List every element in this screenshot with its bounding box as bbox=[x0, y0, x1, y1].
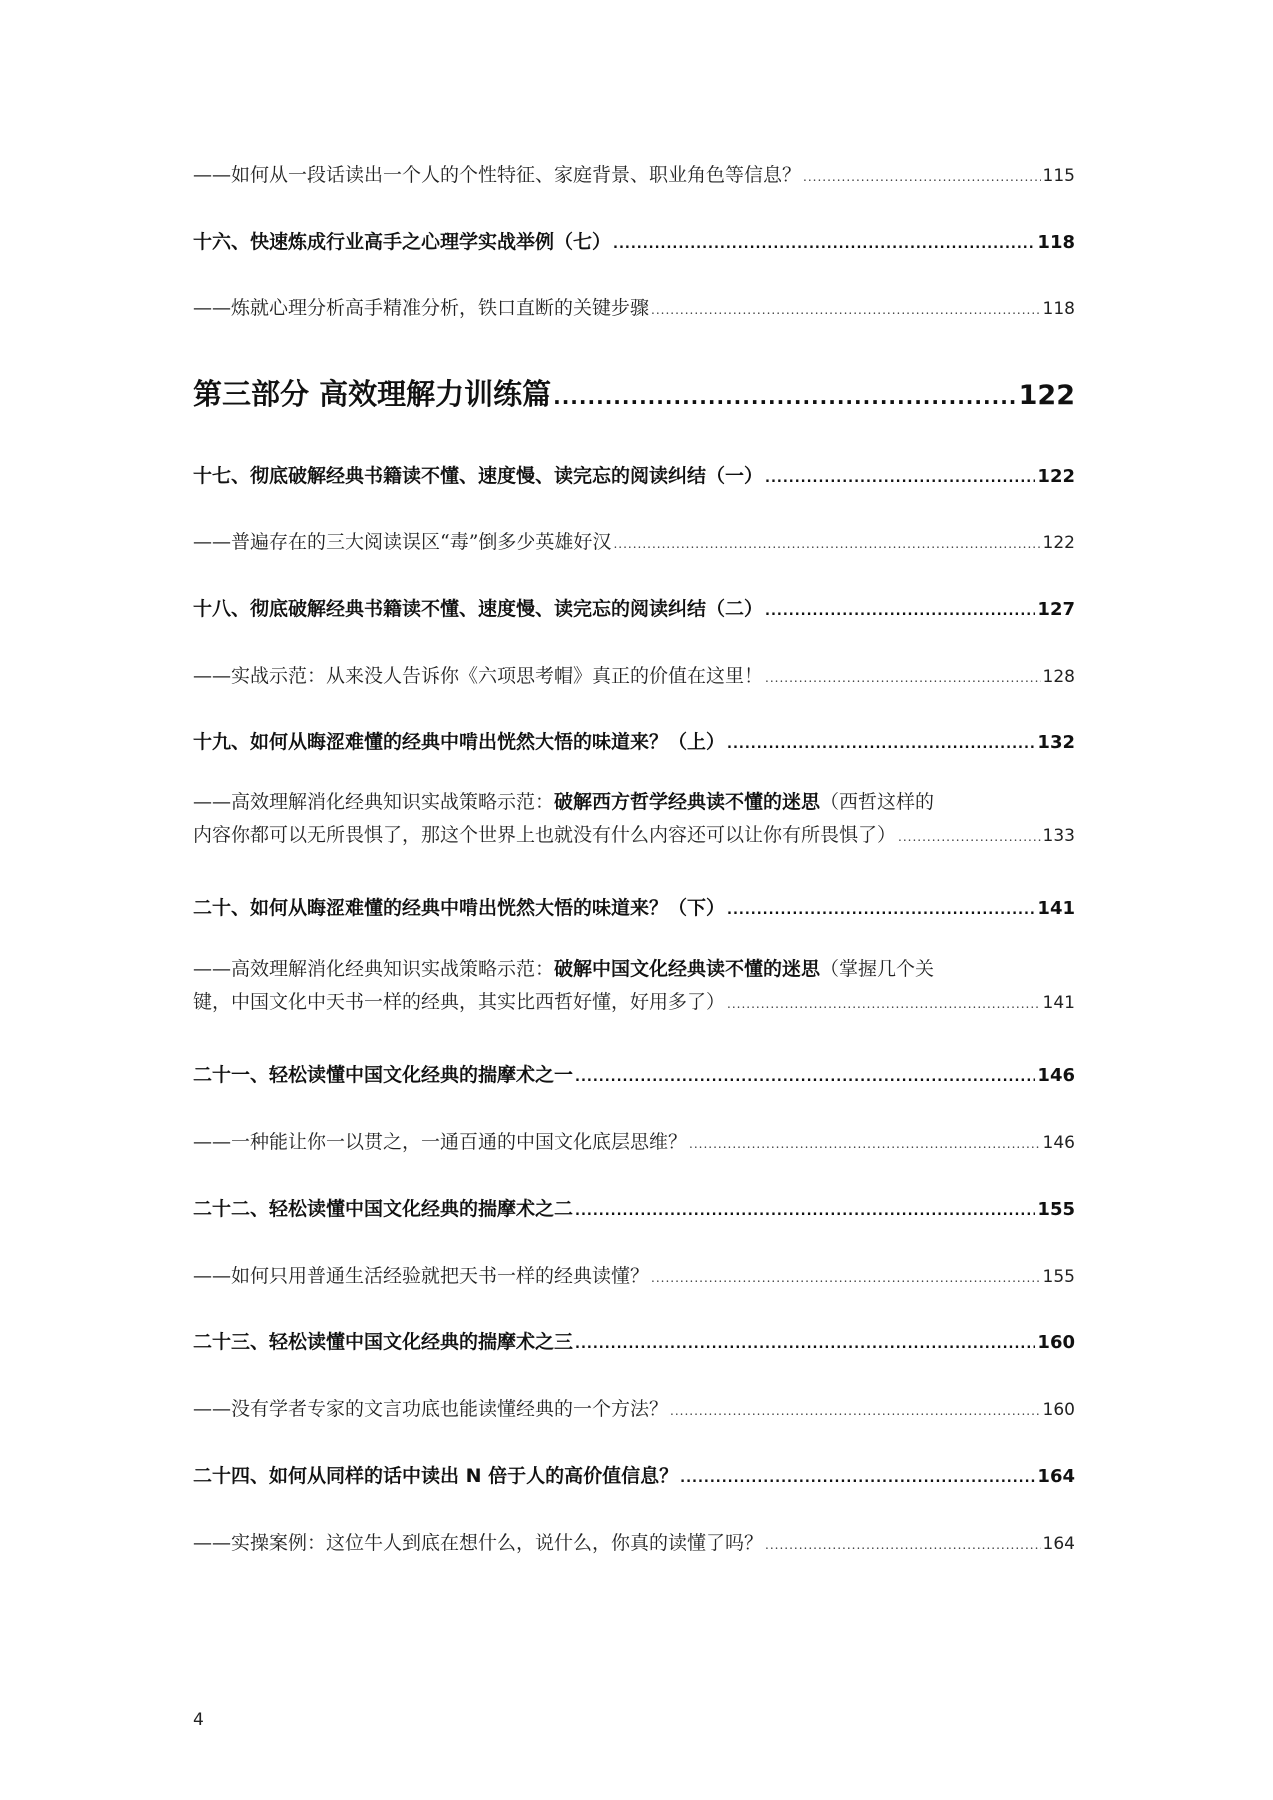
toc-entry[interactable] bbox=[193, 1394, 1075, 1421]
toc-entry[interactable] bbox=[193, 594, 1075, 621]
toc-entry-multiline[interactable] bbox=[193, 785, 1075, 853]
toc-entry[interactable] bbox=[193, 1528, 1075, 1555]
dot-leader bbox=[575, 1337, 1035, 1352]
page-number: 4 bbox=[193, 1710, 204, 1730]
toc-entry[interactable] bbox=[193, 1127, 1075, 1154]
toc-entry[interactable] bbox=[193, 893, 1075, 920]
toc-entry-page: 141 bbox=[1037, 898, 1075, 919]
toc-entry-title: 二十三、轻松读懂中国文化经典的揣摩术之三 bbox=[193, 1331, 574, 1353]
toc-entry-title: ——实战示范：从来没人告诉你《六项思考帽》真正的价值在这里！ bbox=[193, 665, 764, 687]
dot-leader bbox=[613, 537, 1040, 551]
dot-leader bbox=[553, 385, 1017, 409]
dot-leader bbox=[765, 471, 1035, 486]
toc-entry-page: 155 bbox=[1042, 1267, 1075, 1287]
toc-entry-title: 十八、彻底破解经典书籍读不懂、速度慢、读完忘的阅读纠结（二） bbox=[193, 598, 764, 620]
dot-leader bbox=[727, 737, 1035, 752]
toc-entry-title: 二十一、轻松读懂中国文化经典的揣摩术之一 bbox=[193, 1064, 574, 1086]
toc-entry-title: 二十、如何从晦涩难懂的经典中啃出恍然大悟的味道来？（下） bbox=[193, 897, 726, 919]
toc-entry-page: 122 bbox=[1018, 380, 1075, 411]
toc-entry[interactable] bbox=[193, 1327, 1075, 1354]
dot-leader bbox=[765, 1538, 1041, 1552]
toc-entry[interactable] bbox=[193, 1461, 1075, 1488]
toc-entry-page: 127 bbox=[1037, 599, 1075, 620]
toc-entry-page: 146 bbox=[1037, 1065, 1075, 1086]
dot-leader bbox=[575, 1070, 1035, 1085]
dot-leader bbox=[670, 1404, 1041, 1418]
toc-entry-emphasis: 破解西方哲学经典读不懂的迷思 bbox=[554, 791, 821, 813]
toc-entry-title: ——实操案例：这位牛人到底在想什么，说什么，你真的读懂了吗？ bbox=[193, 1532, 764, 1554]
toc-entry[interactable] bbox=[193, 1261, 1075, 1288]
toc-entry[interactable] bbox=[193, 227, 1075, 254]
toc-entry-page: 133 bbox=[1042, 826, 1075, 846]
toc-entry[interactable] bbox=[193, 372, 1075, 413]
dot-leader bbox=[898, 821, 1041, 853]
dot-leader bbox=[727, 903, 1035, 918]
toc-entry-page: 122 bbox=[1042, 533, 1075, 553]
toc-entry-page: 160 bbox=[1042, 1400, 1075, 1420]
toc-entry[interactable] bbox=[193, 1060, 1075, 1087]
toc-entry-title: 十九、如何从晦涩难懂的经典中啃出恍然大悟的味道来？（上） bbox=[193, 731, 726, 753]
toc-entry-title: ——如何从一段话读出一个人的个性特征、家庭背景、职业角色等信息？ bbox=[193, 164, 802, 186]
toc-entry-page: 155 bbox=[1037, 1199, 1075, 1220]
toc-entry-page: 146 bbox=[1042, 1133, 1075, 1153]
toc-entry-page: 128 bbox=[1042, 667, 1075, 687]
toc-entry-page: 118 bbox=[1042, 299, 1075, 319]
toc-entry-line1: ——高效理解消化经典知识实战策略示范：破解西方哲学经典读不懂的迷思（西哲这样的 bbox=[193, 791, 935, 813]
toc-entry-title: ——一种能让你一以贯之，一通百通的中国文化底层思维？ bbox=[193, 1131, 688, 1153]
toc-entry-page: 132 bbox=[1037, 732, 1075, 753]
toc-entry-title: 十七、彻底破解经典书籍读不懂、速度慢、读完忘的阅读纠结（一） bbox=[193, 465, 764, 487]
toc-entry-line1: ——高效理解消化经典知识实战策略示范：破解中国文化经典读不懂的迷思（掌握几个关 bbox=[193, 958, 935, 980]
toc-entry-title: 二十四、如何从同样的话中读出 N 倍于人的高价值信息？ bbox=[193, 1465, 679, 1487]
toc-entry-page: 122 bbox=[1037, 466, 1075, 487]
toc-entry-emphasis: 破解中国文化经典读不懂的迷思 bbox=[554, 958, 821, 980]
dot-leader bbox=[765, 604, 1035, 619]
toc-entry[interactable] bbox=[193, 461, 1075, 488]
toc-entry-title: 十六、快速炼成行业高手之心理学实战举例（七） bbox=[193, 231, 612, 253]
toc-entry-title: ——炼就心理分析高手精准分析，铁口直断的关键步骤 bbox=[193, 297, 650, 319]
dot-leader bbox=[680, 1471, 1035, 1486]
toc-entry-page: 118 bbox=[1037, 232, 1075, 253]
dot-leader bbox=[651, 303, 1041, 317]
dot-leader bbox=[727, 988, 1041, 1020]
toc-entry-title: 第三部分 高效理解力训练篇 bbox=[193, 377, 552, 411]
toc-entry-title: 二十二、轻松读懂中国文化经典的揣摩术之二 bbox=[193, 1198, 574, 1220]
toc-entry-title: ——普遍存在的三大阅读误区“毒”倒多少英雄好汉 bbox=[193, 531, 612, 553]
toc-entry-page: 115 bbox=[1042, 166, 1075, 186]
toc-entry[interactable] bbox=[193, 160, 1075, 187]
toc-entry-title: ——没有学者专家的文言功底也能读懂经典的一个方法？ bbox=[193, 1398, 669, 1420]
toc-entry-line2: 键，中国文化中天书一样的经典，其实比西哲好懂，好用多了） bbox=[193, 991, 726, 1013]
toc-entry-multiline[interactable] bbox=[193, 952, 1075, 1020]
toc-entry-page: 160 bbox=[1037, 1332, 1075, 1353]
toc-entry[interactable] bbox=[193, 1194, 1075, 1221]
toc-entry[interactable] bbox=[193, 293, 1075, 320]
toc-entry-page: 164 bbox=[1042, 1534, 1075, 1554]
toc-entry-title: ——如何只用普通生活经验就把天书一样的经典读懂？ bbox=[193, 1265, 650, 1287]
dot-leader bbox=[613, 237, 1035, 252]
dot-leader bbox=[803, 170, 1041, 184]
dot-leader bbox=[651, 1271, 1041, 1285]
dot-leader bbox=[765, 671, 1041, 685]
toc-entry-page: 141 bbox=[1042, 993, 1075, 1013]
toc-entry-page: 164 bbox=[1037, 1466, 1075, 1487]
toc-entry[interactable] bbox=[193, 527, 1075, 554]
toc-entry-line2: 内容你都可以无所畏惧了，那这个世界上也就没有什么内容还可以让你有所畏惧了） bbox=[193, 824, 897, 846]
toc-entry[interactable] bbox=[193, 661, 1075, 688]
toc-entry[interactable] bbox=[193, 727, 1075, 754]
dot-leader bbox=[689, 1137, 1041, 1151]
dot-leader bbox=[575, 1204, 1035, 1219]
